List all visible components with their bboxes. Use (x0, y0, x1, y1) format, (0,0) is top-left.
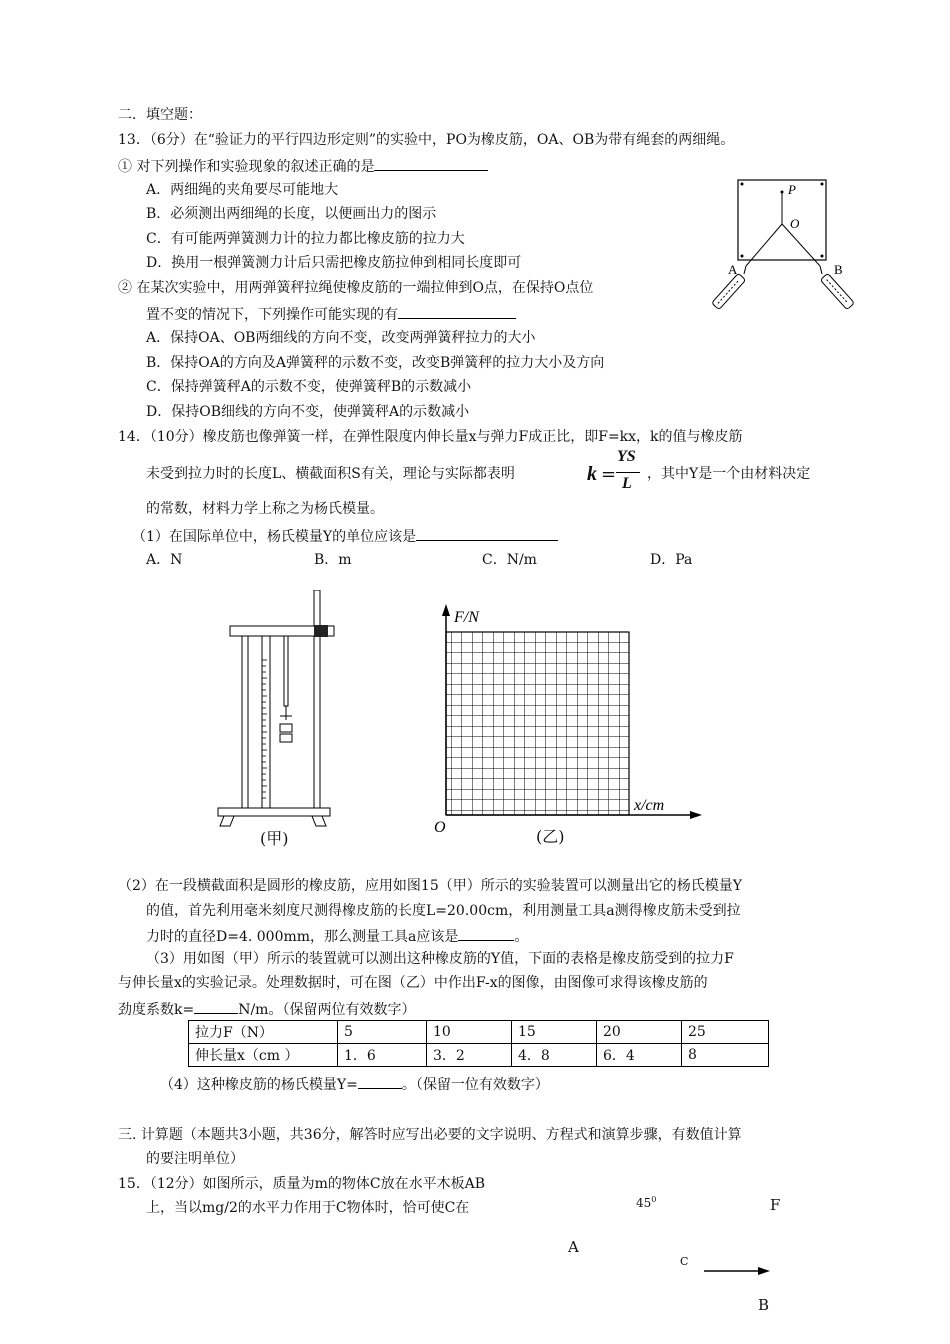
label-a: A (568, 1238, 579, 1256)
q13-option2-d: D．保持OB细线的方向不变，使弹簧秤A的示数减小 (146, 404, 470, 420)
label-f: F (770, 1196, 781, 1214)
section3-title-line1: 三. 计算题（本题共3小题，共36分，解答时应写出必要的文字说明、方程式和演算步骤，有数值计算 (118, 1127, 742, 1143)
q13-option-c: C．有可能两弹簧测力计的拉力都比橡皮筋的拉力大 (146, 231, 465, 247)
q14-line2-end: ，其中Y是一个由材料决定 (647, 466, 811, 482)
q13-option-b: B．必须测出两细绳的长度，以便画出力的图示 (146, 206, 437, 222)
label-c: C (680, 1255, 689, 1268)
graph-x-label: x/cm (634, 797, 665, 814)
answer-blank (398, 304, 516, 319)
data-table (188, 1020, 769, 1067)
q15-line1: 15．（12分）如图所示，质量为m的物体C放在水平木板AB (118, 1176, 486, 1192)
label-o: O (790, 216, 800, 231)
q14-sub4: （4）这种橡皮筋的杨氏模量Y= 。（保留一位有效数字） (160, 1074, 549, 1094)
label-b: B (834, 262, 843, 277)
force-board-figure (700, 172, 870, 322)
answer-blank (358, 1074, 402, 1089)
q13-part2-line1: ② 在某次实验中，用两弹簧秤拉绳使橡皮筋的一端拉伸到O点，在保持O点位 (118, 280, 594, 296)
table-cell: 拉力F（N） (189, 1021, 338, 1044)
graph-origin: O (434, 819, 446, 836)
q14-sub3-line1: （3）用如图（甲）所示的装置就可以测出这种橡皮筋的Y值，下面的表格是橡皮筋受到的拉力F (146, 951, 734, 967)
table-cell: 8 (682, 1044, 769, 1067)
q14-sub1: （1）在国际单位中，杨氏模量Y的单位应该是 (132, 526, 558, 546)
answer-blank (458, 926, 514, 941)
q14-line1: 14．（10分）橡皮筋也像弹簧一样，在弹性限度内伸长量x与弹力F成正比，即F=kx，k的值与橡皮筋 (118, 429, 743, 445)
q14-sub1-option-d: D．Pa (650, 552, 693, 568)
table-cell: 伸长量x（cm ） (189, 1044, 338, 1067)
table-cell: 1．6 (338, 1044, 427, 1067)
q13-option2-b: B．保持OA的方向及A弹簧秤的示数不变，改变B弹簧秤的拉力大小及方向 (146, 355, 605, 371)
q13-part2-line2: 置不变的情况下，下列操作可能实现的有 (146, 304, 516, 324)
answer-blank (194, 999, 238, 1014)
label-a: A (728, 262, 738, 277)
table-cell: 5 (338, 1021, 427, 1044)
q15-line2: 上，当以mg/2的水平力作用于C物体时，恰可使C在 (146, 1200, 470, 1216)
table-cell: 3．2 (427, 1044, 512, 1067)
q14-sub3-line2: 与伸长量x的实验记录。处理数据时，可在图（乙）中作出F-x的图像，由图像可求得该橡皮筋的 (118, 975, 708, 991)
q14-line3: 的常数，材料力学上称之为杨氏模量。 (146, 501, 384, 517)
q14-sub2-line2: 的值，首先利用毫米刻度尺测得橡皮筋的长度L=20.00cm，利用测量工具a测得橡皮筋未受到拉 (146, 903, 741, 919)
fig-yi-caption: (乙) (536, 827, 565, 846)
q13-option2-a: A．保持OA、OB两细线的方向不变，改变两弹簧秤拉力的大小 (146, 330, 536, 346)
answer-blank (416, 526, 558, 541)
table-cell: 25 (682, 1021, 769, 1044)
q13-option-a: A．两细绳的夹角要尽可能地大 (146, 182, 339, 198)
q14-sub2-line1: （2）在一段横截面积是圆形的橡皮筋，应用如图15（甲）所示的实验装置可以测量出它的杨氏模量Y (118, 878, 742, 894)
table-cell: 6．4 (597, 1044, 682, 1067)
q13-stem: 13．（6分）在“验证力的平行四边形定则”的实验中，PO为橡皮筋，OA、OB为带有绳套的两细绳。 (118, 132, 735, 148)
q13-option2-c: C．保持弹簧秤A的示数不变，使弹簧秤B的示数减小 (146, 379, 472, 395)
q14-line2: 未受到拉力时的长度L、横截面积S有关，理论与实际都表明 (146, 466, 515, 482)
q13-option-d: D．换用一根弹簧测力计后只需把橡皮筋拉伸到相同长度即可 (146, 255, 522, 271)
table-cell: 20 (597, 1021, 682, 1044)
q14-sub2-line3: 力时的直径D=4. 000mm，那么测量工具a应该是 。 (146, 926, 528, 946)
table-row (189, 1044, 769, 1067)
fig-jia-caption: (甲) (260, 829, 289, 848)
q14-sub3-line3: 劲度系数k= N/m。（保留两位有效数字） (118, 999, 415, 1019)
young-modulus-formula: k = YS L (587, 448, 647, 498)
table-cell: 15 (512, 1021, 597, 1044)
section3-title-line2: 的要注明单位） (146, 1151, 244, 1167)
label-p: P (788, 182, 796, 197)
angle-label: $45^0$ (636, 1195, 657, 1210)
q14-sub1-option-b: B．m (314, 552, 352, 568)
table-cell: 10 (427, 1021, 512, 1044)
force-arrow (700, 1264, 774, 1278)
table-cell: 4．8 (512, 1044, 597, 1067)
graph-y-label: F/N (454, 609, 479, 626)
section-title: 二．填空题： (118, 107, 202, 123)
answer-blank (374, 156, 488, 171)
label-b: B (758, 1296, 770, 1314)
q14-sub1-option-a: A．N (146, 552, 183, 568)
q14-sub1-option-c: C．N/m (482, 552, 537, 568)
apparatus-figure (210, 590, 360, 855)
force-extension-grid (430, 600, 710, 840)
table-row (189, 1021, 769, 1044)
q13-part1: ① 对下列操作和实验现象的叙述正确的是 (118, 156, 488, 176)
